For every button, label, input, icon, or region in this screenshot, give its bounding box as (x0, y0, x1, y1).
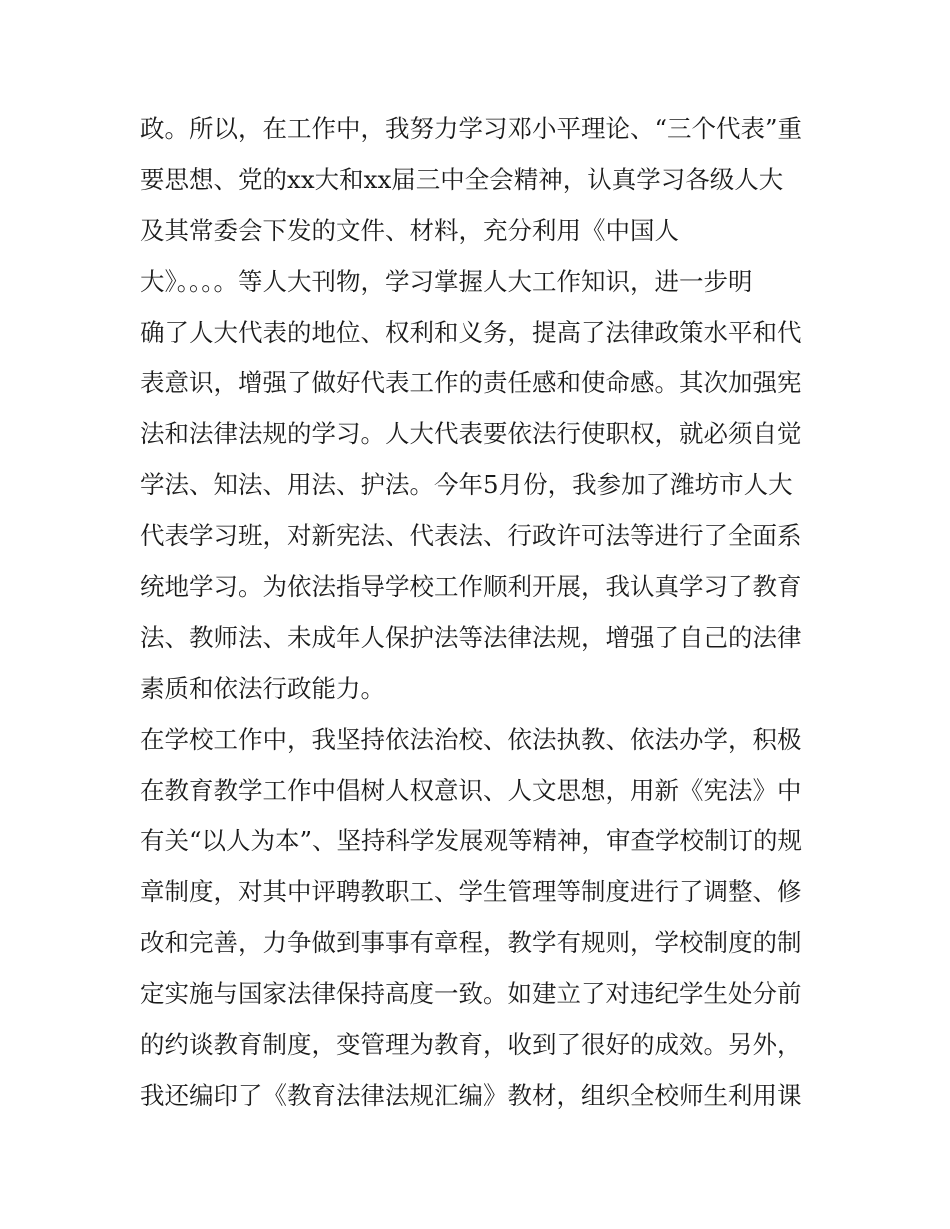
text-line: 统地学习。为依法指导学校工作顺利开展，我认真学习了教育 (140, 572, 802, 602)
text-line: 有关“以人为本”、坚持科学发展观等精神，审查学校制订的规 (140, 826, 803, 856)
text-line: 章制度，对其中评聘教职工、学生管理等制度进行了调整、修 (140, 877, 802, 907)
text-line: 的约谈教育制度，变管理为教育，收到了很好的成效。另外， (140, 1030, 802, 1060)
text-line: 定实施与国家法律保持高度一致。如建立了对违纪学生处分前 (140, 979, 802, 1009)
text-line: 素质和依法行政能力。 (140, 673, 385, 703)
text-line: 表意识，增强了做好代表工作的责任感和使命感。其次加强宪 (140, 368, 802, 398)
text-line: 改和完善，力争做到事事有章程，教学有规则，学校制度的制 (140, 928, 802, 958)
text-line: 法和法律法规的学习。人大代表要依法行使职权，就必须自觉 (140, 419, 802, 449)
text-line: 法、教师法、未成年人保护法等法律法规，增强了自己的法律 (140, 622, 802, 652)
text-line: 及其常委会下发的文件、材料，充分利用《中国人 (140, 215, 679, 245)
text-line: 确了人大代表的地位、权利和义务，提高了法律政策水平和代 (140, 317, 802, 347)
text-line: 我还编印了《教育法律法规汇编》教材，组织全校师生利用课 (140, 1080, 802, 1110)
text-line: 代表学习班，对新宪法、代表法、行政许可法等进行了全面系 (140, 521, 802, 551)
text-line: 政。所以，在工作中，我努力学习邓小平理论、“三个代表”重 (140, 114, 803, 143)
body-text (140, 104, 820, 1122)
text-line: 在学校工作中，我坚持依法治校、依法执教、依法办学，积极 (140, 724, 802, 754)
text-line: 在教育教学工作中倡树人权意识、人文思想，用新《宪法》中 (140, 775, 802, 805)
text-line: 要思想、党的xx大和xx届三中全会精神，认真学习各级人大 (140, 164, 784, 194)
text-line: 学法、知法、用法、护法。今年5月份，我参加了潍坊市人大 (140, 470, 793, 500)
text-line: 大》。。。。等人大刊物，学习掌握人大工作知识，进一步明 (140, 266, 753, 296)
